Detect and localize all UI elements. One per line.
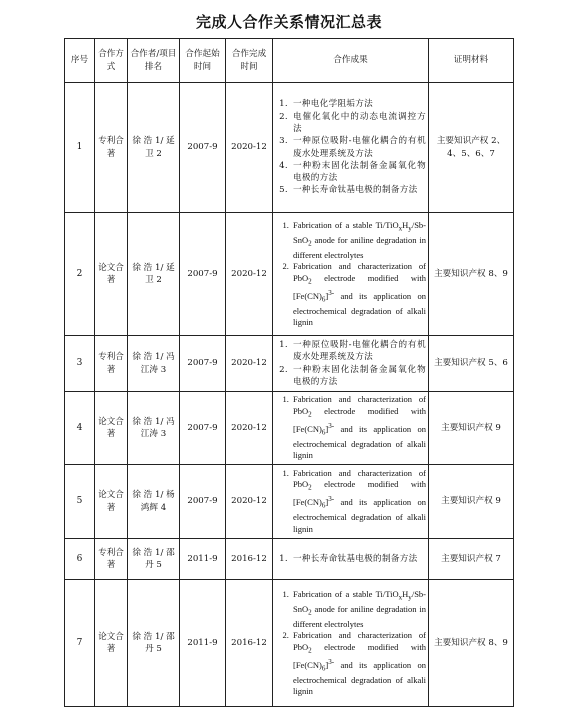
table-row	[65, 213, 514, 336]
row-number: 3	[65, 336, 95, 392]
achievements-cell	[273, 213, 429, 336]
achievement-list	[273, 553, 426, 565]
row-number: 2	[65, 213, 95, 336]
proof-materials: 主要知识产权 5、6	[429, 336, 514, 392]
achievement-item: 1. Fabrication of a stable $Ti/TiO_xH_y/Sb-SnO_2$ anode for aniline degradation in different electrolytes	[291, 220, 426, 262]
cooperation-mode: 专利合著	[95, 336, 128, 392]
cooperation-summary-table	[64, 38, 514, 707]
achievement-item: 1. 一种原位吸附-电催化耦合的有机废水处理系统及方法	[291, 339, 426, 364]
achievement-item: 1. Fabrication of a stable $Ti/TiO_xH_y/Sb-SnO_2$ anode for aniline degradation in different electrolytes	[291, 589, 426, 631]
header-mode: 合作方式	[95, 39, 128, 83]
table-row	[65, 539, 514, 580]
end-time: 2020-12	[226, 392, 273, 465]
achievement-item: 1. 一种电化学阻垢方法	[291, 98, 426, 110]
partner-ranking: 徐 浩 1/ 延卫 2	[128, 83, 180, 213]
row-number: 7	[65, 580, 95, 707]
cooperation-mode: 论文合著	[95, 213, 128, 336]
table-row	[65, 336, 514, 392]
cooperation-mode: 专利合著	[95, 539, 128, 580]
achievement-list	[273, 220, 426, 329]
achievement-list	[273, 394, 426, 461]
header-start: 合作起始时间	[180, 39, 226, 83]
end-time: 2020-12	[226, 213, 273, 336]
cooperation-mode: 论文合著	[95, 580, 128, 707]
row-number: 5	[65, 465, 95, 539]
row-number: 1	[65, 83, 95, 213]
proof-materials: 主要知识产权 7	[429, 539, 514, 580]
achievements-cell	[273, 336, 429, 392]
partner-ranking: 徐 浩 1/ 邵丹 5	[128, 539, 180, 580]
achievement-item: 2. Fabrication and characterization of PbO$_2$ electrode modified with $[Fe(CN)_6]^{3-}$ and its application on electrochemical degradation of alkali lignin	[291, 630, 426, 697]
achievement-list	[273, 339, 426, 388]
end-time: 2020-12	[226, 465, 273, 539]
cooperation-mode: 论文合著	[95, 392, 128, 465]
row-number: 4	[65, 392, 95, 465]
cooperation-mode: 专利合著	[95, 83, 128, 213]
row-number: 6	[65, 539, 95, 580]
document-title: 完成人合作关系情况汇总表	[195, 13, 382, 31]
start-time: 2007-9	[180, 213, 226, 336]
header-achievements: 合作成果	[273, 39, 429, 83]
table-row	[65, 392, 514, 465]
achievement-list	[273, 98, 426, 196]
achievements-cell	[273, 83, 429, 213]
partner-ranking: 徐 浩 1/ 冯江涛 3	[128, 392, 180, 465]
partner-ranking: 徐 浩 1/ 杨鸿辉 4	[128, 465, 180, 539]
achievement-item: 2. 电催化氧化中的动态电流调控方法	[291, 111, 426, 136]
start-time: 2007-9	[180, 83, 226, 213]
achievement-item: 2. Fabrication and characterization of PbO$_2$ electrode modified with $[Fe(CN)_6]^{3-}$ and its application on electrochemical degradation of alkali lignin	[291, 261, 426, 328]
partner-ranking: 徐 浩 1/ 延卫 2	[128, 213, 180, 336]
start-time: 2007-9	[180, 336, 226, 392]
proof-materials: 主要知识产权 2、4、5、6、7	[429, 83, 514, 213]
cooperation-mode: 论文合著	[95, 465, 128, 539]
end-time: 2016-12	[226, 539, 273, 580]
proof-materials: 主要知识产权 9	[429, 392, 514, 465]
achievement-item: 4. 一种粉末固化法制备金属氧化物电极的方法	[291, 160, 426, 185]
header-row	[65, 39, 514, 83]
partner-ranking: 徐 浩 1/ 邵丹 5	[128, 580, 180, 707]
table-row	[65, 83, 514, 213]
achievement-list	[273, 468, 426, 535]
start-time: 2011-9	[180, 580, 226, 707]
achievements-cell	[273, 580, 429, 707]
achievements-cell	[273, 465, 429, 539]
start-time: 2007-9	[180, 465, 226, 539]
achievement-item: 1. Fabrication and characterization of PbO$_2$ electrode modified with $[Fe(CN)_6]^{3-}$ and its application on electrochemical degradation of alkali lignin	[291, 394, 426, 461]
achievement-list	[273, 589, 426, 698]
table-row	[65, 580, 514, 707]
achievements-cell	[273, 539, 429, 580]
header-partner: 合作者/项目排名	[128, 39, 180, 83]
end-time: 2020-12	[226, 83, 273, 213]
table-row	[65, 465, 514, 539]
end-time: 2016-12	[226, 580, 273, 707]
header-proof: 证明材料	[429, 39, 514, 83]
partner-ranking: 徐 浩 1/ 冯江涛 3	[128, 336, 180, 392]
achievement-item: 2. 一种粉末固化法制备金属氧化物电极的方法	[291, 364, 426, 389]
header-end: 合作完成时间	[226, 39, 273, 83]
achievement-item: 5. 一种长寿命钛基电极的制备方法	[291, 184, 426, 196]
header-no: 序号	[65, 39, 95, 83]
start-time: 2011-9	[180, 539, 226, 580]
achievement-item: 1. Fabrication and characterization of PbO$_2$ electrode modified with $[Fe(CN)_6]^{3-}$ and its application on electrochemical degradation of alkali lignin	[291, 468, 426, 535]
achievement-item: 3. 一种原位吸附-电催化耦合的有机废水处理系统及方法	[291, 135, 426, 160]
proof-materials: 主要知识产权 8、9	[429, 213, 514, 336]
end-time: 2020-12	[226, 336, 273, 392]
proof-materials: 主要知识产权 8、9	[429, 580, 514, 707]
achievement-item: 1. 一种长寿命钛基电极的制备方法	[291, 553, 426, 565]
achievements-cell	[273, 392, 429, 465]
proof-materials: 主要知识产权 9	[429, 465, 514, 539]
start-time: 2007-9	[180, 392, 226, 465]
